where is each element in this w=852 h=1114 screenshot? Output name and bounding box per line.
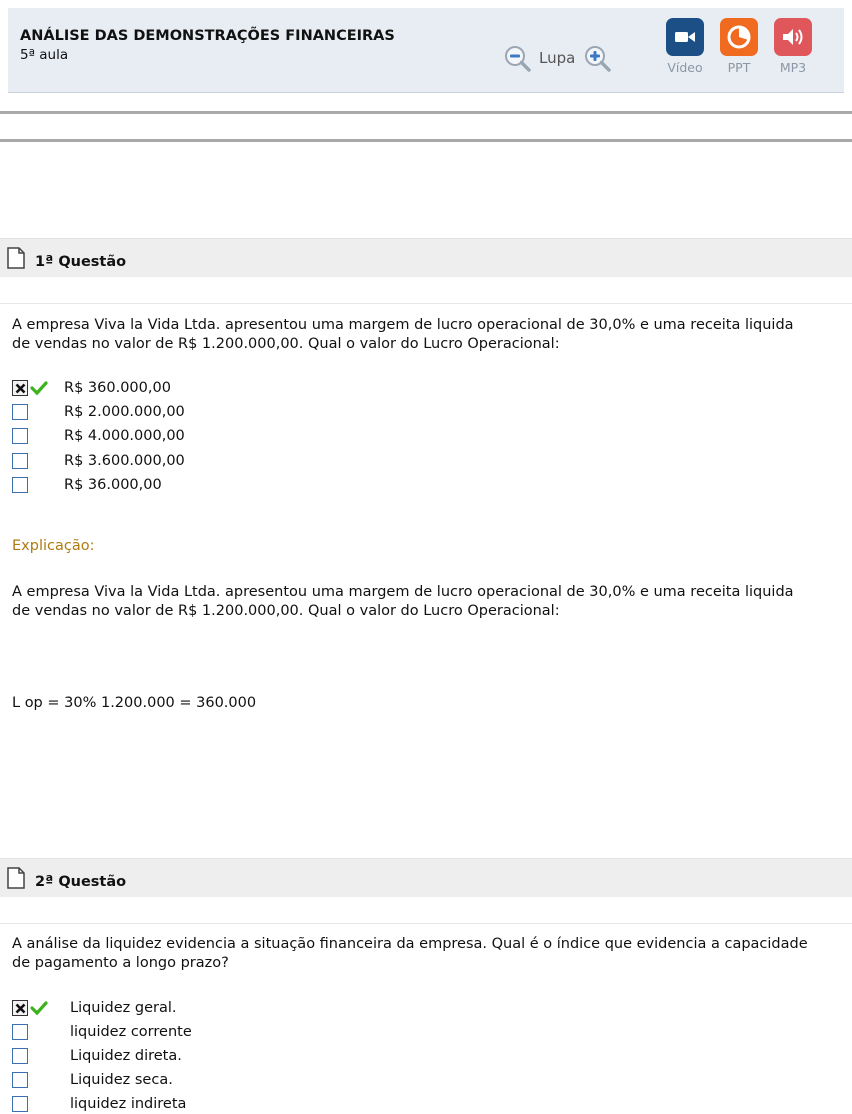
option-row[interactable]: [12, 426, 185, 446]
checked-checkbox[interactable]: [12, 380, 28, 396]
zoom-out-icon[interactable]: [503, 44, 533, 74]
option-row[interactable]: [12, 451, 185, 471]
pie-chart-icon: [720, 18, 758, 56]
checkbox[interactable]: [12, 1024, 28, 1040]
option-row[interactable]: [12, 378, 171, 398]
checkbox[interactable]: [12, 428, 28, 444]
ppt-label: PPT: [727, 60, 751, 75]
question-1-statement: [12, 316, 842, 354]
statement-line: A empresa Viva la Vida Ltda. apresentou uma margem de lucro operacional de 30,0% e uma receita liquida: [12, 317, 794, 333]
explanation-label: Explicação:: [12, 538, 95, 554]
video-camera-icon: [666, 18, 704, 56]
option-label: Liquidez seca.: [70, 1072, 173, 1088]
checkbox[interactable]: [12, 477, 28, 493]
option-label: liquidez indireta: [70, 1096, 187, 1112]
checkbox[interactable]: [12, 1096, 28, 1112]
question-2-header: [0, 858, 852, 897]
option-row[interactable]: [12, 1022, 192, 1042]
lesson-header: [8, 8, 844, 93]
option-label: R$ 360.000,00: [64, 380, 171, 396]
checkbox[interactable]: [12, 1072, 28, 1088]
checkbox[interactable]: [12, 1048, 28, 1064]
option-row[interactable]: [12, 402, 185, 422]
statement-line: de pagamento a longo prazo?: [12, 955, 229, 971]
option-row[interactable]: [12, 1046, 182, 1066]
option-row[interactable]: [12, 998, 176, 1018]
zoom-label: Lupa: [539, 49, 576, 67]
mp3-button[interactable]: [773, 18, 813, 75]
divider: [0, 303, 852, 304]
explanation-text: [12, 583, 842, 621]
question-title: 2ª Questão: [35, 874, 127, 890]
option-label: Liquidez geral.: [70, 1000, 177, 1016]
explanation-line: A empresa Viva la Vida Ltda. apresentou uma margem de lucro operacional de 30,0% e uma receita liquida: [12, 584, 794, 600]
option-label: Liquidez direta.: [70, 1048, 182, 1064]
mp3-label: MP3: [779, 60, 807, 75]
zoom-in-icon[interactable]: [583, 44, 613, 74]
question-1-header: [0, 238, 852, 277]
document-icon: [6, 867, 26, 889]
option-label: R$ 2.000.000,00: [64, 404, 185, 420]
video-button[interactable]: [665, 18, 705, 75]
question-2-statement: [12, 935, 842, 973]
statement-line: de vendas no valor de R$ 1.200.000,00. Qual o valor do Lucro Operacional:: [12, 336, 560, 352]
option-row[interactable]: [12, 1070, 173, 1090]
explanation-formula: L op = 30% 1.200.000 = 360.000: [12, 695, 257, 711]
divider: [0, 111, 852, 114]
checkbox[interactable]: [12, 404, 28, 420]
ppt-button[interactable]: [719, 18, 759, 75]
course-title: ANÁLISE DAS DEMONSTRAÇÕES FINANCEIRAS: [20, 28, 395, 44]
correct-check-icon: [30, 1000, 48, 1016]
video-label: Vídeo: [667, 60, 703, 75]
document-icon: [6, 247, 26, 269]
option-label: R$ 4.000.000,00: [64, 428, 185, 444]
divider: [0, 139, 852, 142]
correct-check-icon: [30, 380, 48, 396]
checked-checkbox[interactable]: [12, 1000, 28, 1016]
statement-line: A análise da liquidez evidencia a situação financeira da empresa. Qual é o índice que evidencia a capacidade: [12, 936, 808, 952]
speaker-icon: [774, 18, 812, 56]
option-label: R$ 36.000,00: [64, 477, 162, 493]
explanation-line: de vendas no valor de R$ 1.200.000,00. Qual o valor do Lucro Operacional:: [12, 603, 560, 619]
zoom-controls: [503, 44, 613, 74]
option-label: liquidez corrente: [70, 1024, 192, 1040]
option-row[interactable]: [12, 1094, 186, 1114]
question-title: 1ª Questão: [35, 254, 127, 270]
option-label: R$ 3.600.000,00: [64, 453, 185, 469]
option-row[interactable]: [12, 475, 162, 495]
checkbox[interactable]: [12, 453, 28, 469]
divider: [0, 923, 852, 924]
lesson-number: 5ª aula: [20, 47, 69, 63]
